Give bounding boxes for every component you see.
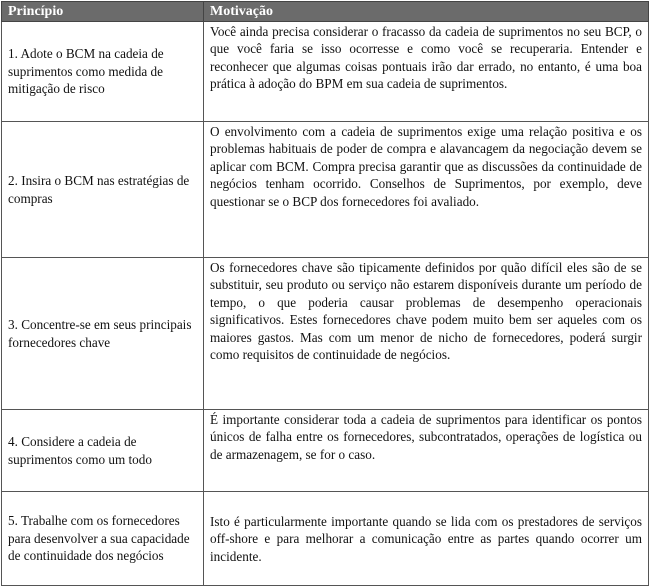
principles-table [1, 1, 649, 586]
motivation-cell: Os fornecedores chave são tipicamente definidos por quão difícil eles são de se substituir, seu produto ou serviço não estarem disponíveis durante um período de tempo, o que poderia causar problemas de desempenho operacionais significativos. Estes fornecedores chave podem muito bem ser aqueles com os maiores gastos. Mas com um menor de nicho de fornecedores, poderá surgir como requisitos de continuidade de negócios. [204, 258, 649, 410]
table-row [2, 22, 649, 122]
principle-cell: 3. Concentre-se em seus principais fornecedores chave [2, 258, 204, 410]
principle-cell: 4. Considere a cadeia de suprimentos como um todo [2, 410, 204, 492]
header-motivation: Motivação [204, 2, 649, 22]
principle-cell: 2. Insira o BCM nas estratégias de compras [2, 122, 204, 258]
header-principle: Princípio [2, 2, 204, 22]
motivation-cell: É importante considerar toda a cadeia de suprimentos para identificar os pontos únicos de falha entre os fornecedores, subcontratados, operações de logística ou de armazenagem, se for o caso. [204, 410, 649, 492]
table-row [2, 410, 649, 492]
motivation-cell: O envolvimento com a cadeia de suprimentos exige uma relação positiva e os problemas habituais de poder de compra e alavancagem da negociação devem se aplicar com BCM. Compra precisa garantir que as discussões da continuidade de negócios tenham ocorrido. Conselhos de Suprimentos, por exemplo, deve questionar se o BCP dos fornecedores foi avaliado. [204, 122, 649, 258]
motivation-cell: Você ainda precisa considerar o fracasso da cadeia de suprimentos no seu BCP, o que você faria se isso ocorresse e como você se recuperaria. Entender e reconhecer que algumas coisas pontuais irão dar errado, no entanto, é uma boa prática à adoção do BPM em sua cadeia de suprimentos. [204, 22, 649, 122]
table-header-row [2, 2, 649, 22]
principle-cell: 5. Trabalhe com os fornecedores para desenvolver a sua capacidade de continuidade dos negócios [2, 492, 204, 586]
table-row [2, 492, 649, 586]
principle-cell: 1. Adote o BCM na cadeia de suprimentos como medida de mitigação de risco [2, 22, 204, 122]
table-row [2, 122, 649, 258]
table-row [2, 258, 649, 410]
motivation-cell: Isto é particularmente importante quando se lida com os prestadores de serviços off-shore e para melhorar a comunicação entre as partes quando ocorrer um incidente. [204, 492, 649, 586]
